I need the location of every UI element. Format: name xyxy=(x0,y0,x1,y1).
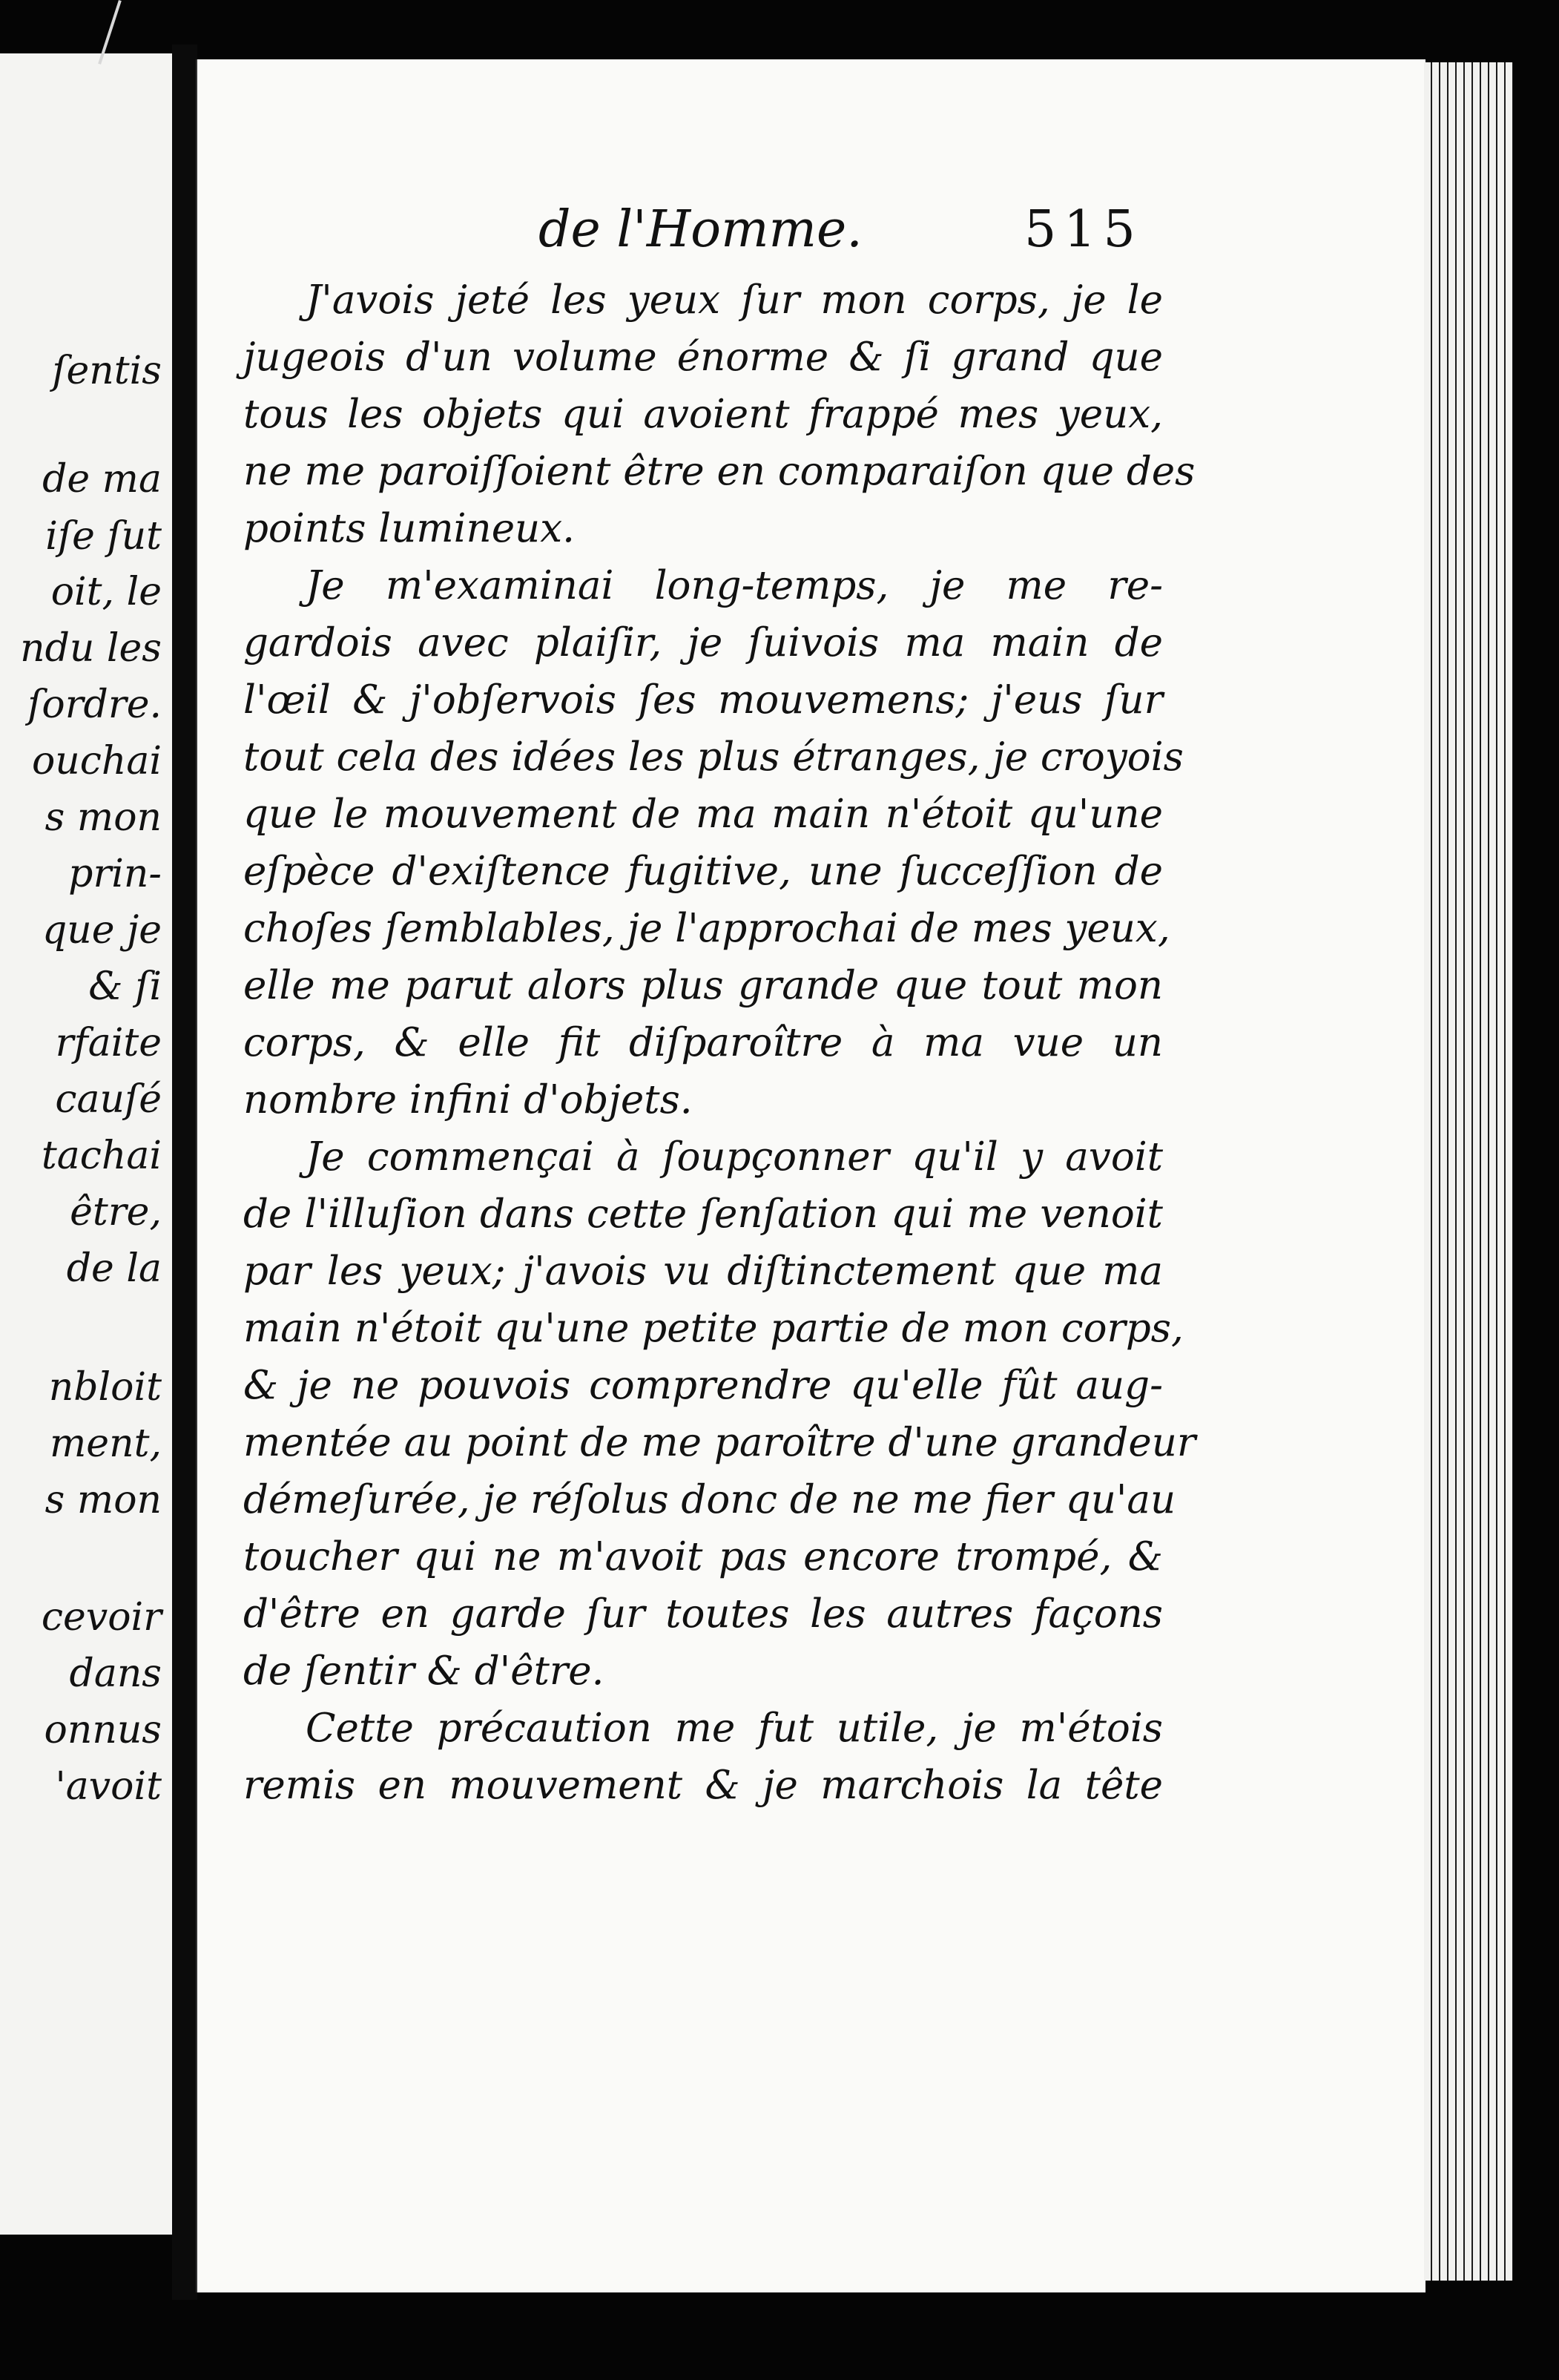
page-edges xyxy=(1424,62,1513,2281)
facing-page-fragment: tachai xyxy=(41,1134,162,1178)
facing-page-fragment: & ſi xyxy=(88,964,162,1009)
book-page xyxy=(196,59,1425,2292)
text-line: remis en mouvement & je marchois la tête xyxy=(243,1763,1163,1808)
facing-page-fragment: dans xyxy=(69,1651,162,1696)
text-line: démeſurée, je réſolus donc de ne me fier qu'au xyxy=(243,1477,1176,1522)
text-line: ne me paroiſſoient être en comparaiſon que des xyxy=(243,449,1196,494)
facing-page-fragment: de la xyxy=(66,1246,162,1291)
text-line: par les yeux; j'avois vu diſtinctement que ma xyxy=(243,1249,1163,1294)
text-line: d'être en garde ſur toutes les autres façons xyxy=(243,1591,1163,1637)
text-line: J'avois jeté les yeux ſur mon corps, je le xyxy=(306,277,1163,323)
facing-page-fragment: ouchai xyxy=(31,739,162,783)
book-gutter xyxy=(172,45,197,2300)
text-line: toucher qui ne m'avoit pas encore trompé, & xyxy=(243,1534,1163,1579)
text-line: tout cela des idées les plus étranges, je croyois xyxy=(243,734,1184,780)
text-line: de l'illuſion dans cette ſenſation qui me venoit xyxy=(243,1191,1163,1237)
facing-page-fragment: s mon xyxy=(45,1478,162,1522)
facing-page-fragment: cevoir xyxy=(41,1595,162,1640)
text-line: nombre infini d'objets. xyxy=(243,1077,693,1122)
text-line: l'œil & j'obſervois ſes mouvemens; j'eus ſur xyxy=(243,677,1163,723)
facing-page-fragment: que je xyxy=(42,908,162,953)
text-line: mentée au point de me paroître d'une grandeur xyxy=(243,1420,1196,1465)
text-line: Cette précaution me fut utile, je m'étois xyxy=(306,1706,1163,1751)
facing-page-fragment: ſordre. xyxy=(27,683,162,727)
text-line: que le mouvement de ma main n'étoit qu'une xyxy=(243,792,1163,837)
text-line: Je commençai à ſoupçonner qu'il y avoit xyxy=(306,1134,1163,1180)
facing-page-fragment: 'avoit xyxy=(55,1764,162,1809)
facing-page-left xyxy=(0,53,174,2235)
facing-page-fragment: être, xyxy=(70,1190,162,1235)
text-line: eſpèce d'exiſtence fugitive, une ſucceſſion de xyxy=(243,849,1163,894)
facing-page-fragment: oit, le xyxy=(50,570,162,614)
text-line: jugeois d'un volume énorme & ſi grand que xyxy=(243,335,1163,380)
page-number: 515 xyxy=(1024,200,1143,259)
facing-page-fragment: ſentis xyxy=(52,349,162,393)
text-line: Je m'examinai long-temps, je me re- xyxy=(306,563,1163,608)
facing-page-fragment: cauſé xyxy=(55,1077,162,1122)
text-line: & je ne pouvois comprendre qu'elle fût aug- xyxy=(243,1363,1163,1408)
facing-page-fragment: iſe ſut xyxy=(45,514,162,559)
facing-page-fragment: s mon xyxy=(45,795,162,840)
facing-page-fragment: onnus xyxy=(44,1708,162,1752)
text-line: tous les objets qui avoient frappé mes yeux, xyxy=(243,392,1163,437)
text-line: de ſentir & d'être. xyxy=(243,1648,604,1694)
body-text xyxy=(243,272,1196,1814)
facing-page-fragment: ndu les xyxy=(20,626,162,671)
running-title: de l'Homme. xyxy=(538,200,863,259)
facing-page-fragment: prin- xyxy=(68,852,162,896)
text-line: points lumineux. xyxy=(243,506,575,551)
facing-page-fragment: rfaite xyxy=(55,1021,162,1065)
text-line: elle me parut alors plus grande que tout mon xyxy=(243,963,1163,1008)
text-line: main n'étoit qu'une petite partie de mon corps, xyxy=(243,1306,1184,1351)
text-line: choſes ſemblables, je l'approchai de mes yeux, xyxy=(243,906,1170,951)
facing-page-fragment: ment, xyxy=(50,1421,162,1466)
text-line: corps, & elle fit diſparoître à ma vue un xyxy=(243,1020,1163,1065)
facing-page-fragment: nbloit xyxy=(48,1365,162,1410)
facing-page-fragment: de ma xyxy=(42,457,162,502)
text-line: gardois avec plaiſir, je ſuivois ma main de xyxy=(243,620,1163,665)
